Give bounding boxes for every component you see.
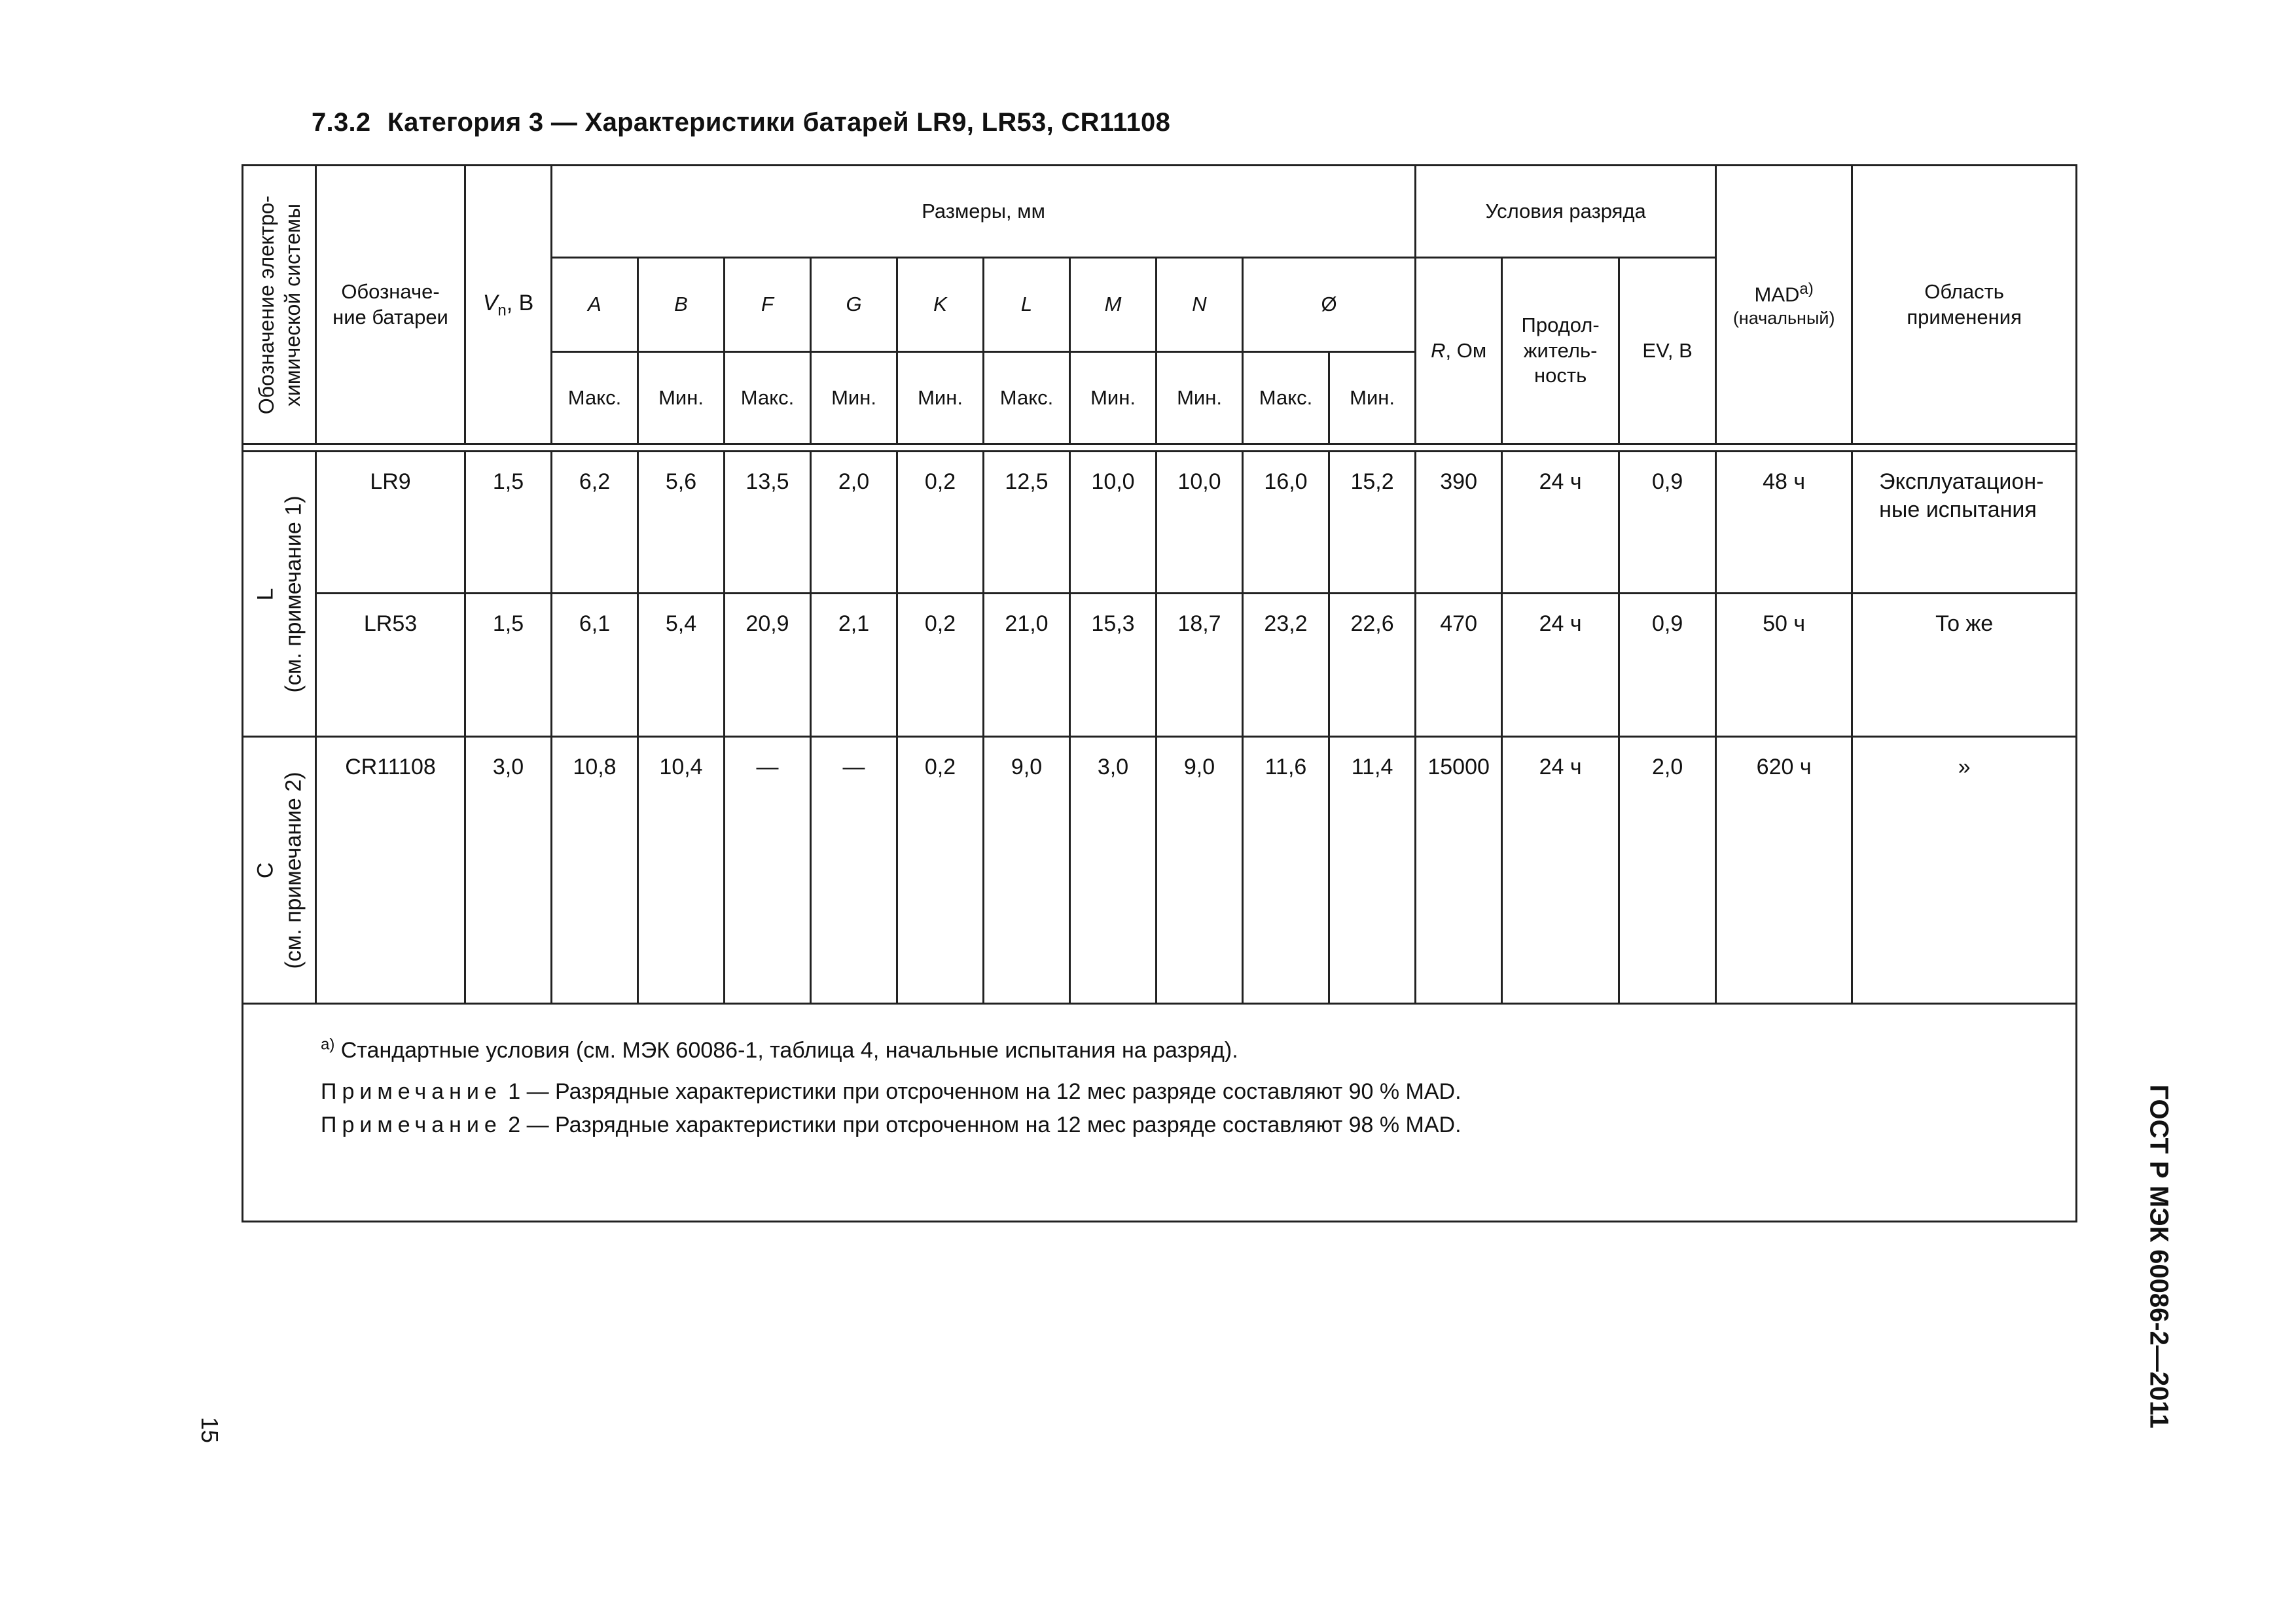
cell-b-min: 5,4 bbox=[638, 594, 725, 737]
dim-g: G bbox=[811, 258, 897, 352]
section-title: Категория 3 — Характеристики батарей LR9, LR53, CR11108 bbox=[387, 108, 1171, 137]
dim-l: L bbox=[984, 258, 1070, 352]
cell-r: 390 bbox=[1416, 452, 1502, 594]
notes-cell bbox=[243, 1004, 2077, 1222]
cell-battery: LR9 bbox=[316, 452, 465, 594]
cell-application bbox=[1852, 594, 2077, 737]
header-separator bbox=[243, 444, 2077, 452]
header-battery bbox=[316, 166, 465, 444]
cell-f-max: 13,5 bbox=[725, 452, 811, 594]
footnote-mark: a) bbox=[321, 1035, 335, 1054]
header-battery-line2: ние батареи bbox=[332, 305, 448, 329]
header-voltage bbox=[465, 166, 552, 444]
header-voltage-sub: n bbox=[497, 301, 507, 319]
cell-n-min: 9,0 bbox=[1157, 737, 1243, 1004]
cell-r: 470 bbox=[1416, 594, 1502, 737]
cell-mad: 48 ч bbox=[1716, 452, 1852, 594]
header-system bbox=[243, 166, 316, 444]
document-id-text: ГОСТ Р МЭК 60086-2—2011 bbox=[2144, 1084, 2174, 1429]
cell-application-line2: ные испытания bbox=[1879, 497, 2037, 522]
table-row bbox=[243, 594, 2077, 737]
note-1-text: 1 — Разрядные характеристики при отсроченном на 12 мес разряде составляют 90 % MAD. bbox=[501, 1079, 1462, 1104]
cell-ev: 0,9 bbox=[1619, 452, 1716, 594]
cell-b-min: 10,4 bbox=[638, 737, 725, 1004]
limit-d-max: Макс. bbox=[1243, 352, 1329, 444]
note-2-text: 2 — Разрядные характеристики при отсроченном на 12 мес разряде составляют 98 % MAD. bbox=[501, 1112, 1462, 1137]
header-system-line1: Обозначение электро- bbox=[254, 195, 278, 414]
header-r-unit: , Ом bbox=[1445, 338, 1487, 362]
cell-k-min: 0,2 bbox=[897, 594, 984, 737]
header-application-line1: Область bbox=[1924, 279, 2004, 303]
cell-voltage: 3,0 bbox=[465, 737, 552, 1004]
dim-diameter: Ø bbox=[1243, 258, 1416, 352]
header-system-line2: химической системы bbox=[280, 203, 304, 406]
header-voltage-unit: , В bbox=[506, 290, 534, 315]
cell-d-max: 23,2 bbox=[1243, 594, 1329, 737]
header-mad bbox=[1716, 166, 1852, 444]
cell-ev: 0,9 bbox=[1619, 594, 1716, 737]
cell-m-min: 10,0 bbox=[1070, 452, 1157, 594]
header-duration-line2: житель- bbox=[1523, 338, 1598, 362]
header-application bbox=[1852, 166, 2077, 444]
header-application-line2: применения bbox=[1907, 305, 2022, 329]
cell-mad: 620 ч bbox=[1716, 737, 1852, 1004]
dim-m: M bbox=[1070, 258, 1157, 352]
note-2 bbox=[321, 1112, 2075, 1139]
cell-k-min: 0,2 bbox=[897, 452, 984, 594]
dim-n: N bbox=[1157, 258, 1243, 352]
cell-voltage: 1,5 bbox=[465, 452, 552, 594]
cell-voltage: 1,5 bbox=[465, 594, 552, 737]
cell-ev: 2,0 bbox=[1619, 737, 1716, 1004]
cell-k-min: 0,2 bbox=[897, 737, 984, 1004]
header-voltage-symbol: V bbox=[482, 290, 498, 315]
limit-b: Мин. bbox=[638, 352, 725, 444]
group-c bbox=[243, 737, 316, 1004]
cell-duration: 24 ч bbox=[1502, 452, 1619, 594]
limit-k: Мин. bbox=[897, 352, 984, 444]
dim-a: A bbox=[552, 258, 638, 352]
cell-g-min: — bbox=[811, 737, 897, 1004]
dim-b: B bbox=[638, 258, 725, 352]
cell-l-max: 12,5 bbox=[984, 452, 1070, 594]
cell-f-max: — bbox=[725, 737, 811, 1004]
cell-d-max: 11,6 bbox=[1243, 737, 1329, 1004]
battery-spec-table bbox=[242, 164, 2077, 1222]
table-row bbox=[243, 452, 2077, 594]
note-1 bbox=[321, 1079, 2075, 1105]
dim-f: F bbox=[725, 258, 811, 352]
group-c-line1: C bbox=[253, 862, 278, 878]
cell-f-max: 20,9 bbox=[725, 594, 811, 737]
header-row-1 bbox=[243, 166, 2077, 258]
group-l bbox=[243, 452, 316, 737]
header-duration-line3: ность bbox=[1534, 364, 1587, 387]
limit-f: Макс. bbox=[725, 352, 811, 444]
footnote-text: Стандартные условия (см. МЭК 60086-1, таблица 4, начальные испытания на разряд). bbox=[340, 1038, 1238, 1063]
header-dimensions: Размеры, мм bbox=[552, 166, 1416, 258]
header-resistance bbox=[1416, 258, 1502, 444]
note-2-label: Примечание bbox=[321, 1112, 502, 1137]
cell-application bbox=[1852, 452, 2077, 594]
cell-d-max: 16,0 bbox=[1243, 452, 1329, 594]
page-number bbox=[196, 1410, 223, 1450]
table-row bbox=[243, 737, 2077, 1004]
limit-g: Мин. bbox=[811, 352, 897, 444]
header-battery-line1: Обозначе- bbox=[341, 279, 440, 303]
group-l-line1: L bbox=[253, 588, 278, 600]
page-number-text: 15 bbox=[196, 1416, 223, 1444]
header-mad-note: (начальный) bbox=[1732, 308, 1835, 329]
section-heading bbox=[312, 108, 1170, 137]
section-number: 7.3.2 bbox=[312, 108, 371, 137]
header-r-symbol: R bbox=[1431, 338, 1446, 362]
cell-a-max: 6,2 bbox=[552, 452, 638, 594]
cell-l-max: 9,0 bbox=[984, 737, 1070, 1004]
separator-cell bbox=[243, 444, 2077, 452]
cell-d-min: 22,6 bbox=[1329, 594, 1416, 737]
cell-d-min: 11,4 bbox=[1329, 737, 1416, 1004]
header-discharge: Условия разряда bbox=[1416, 166, 1716, 258]
header-duration bbox=[1502, 258, 1619, 444]
group-c-line2: (см. примечание 2) bbox=[280, 771, 306, 969]
cell-r: 15000 bbox=[1416, 737, 1502, 1004]
cell-d-min: 15,2 bbox=[1329, 452, 1416, 594]
cell-battery: LR53 bbox=[316, 594, 465, 737]
cell-m-min: 3,0 bbox=[1070, 737, 1157, 1004]
cell-l-max: 21,0 bbox=[984, 594, 1070, 737]
document-id bbox=[2145, 1073, 2172, 1440]
cell-m-min: 15,3 bbox=[1070, 594, 1157, 737]
dim-k: K bbox=[897, 258, 984, 352]
cell-application-line1: То же bbox=[1935, 611, 1994, 636]
cell-a-max: 10,8 bbox=[552, 737, 638, 1004]
cell-application bbox=[1852, 737, 2077, 1004]
cell-g-min: 2,0 bbox=[811, 452, 897, 594]
cell-n-min: 18,7 bbox=[1157, 594, 1243, 737]
cell-mad: 50 ч bbox=[1716, 594, 1852, 737]
cell-application-line1: Эксплуатацион- bbox=[1879, 469, 2044, 494]
limit-a: Макс. bbox=[552, 352, 638, 444]
limit-m: Мин. bbox=[1070, 352, 1157, 444]
header-duration-line1: Продол- bbox=[1521, 313, 1600, 336]
cell-application-line1: » bbox=[1958, 755, 1971, 779]
header-mad-label: MAD bbox=[1754, 283, 1800, 306]
group-l-line2: (см. примечание 1) bbox=[280, 495, 306, 693]
limit-n: Мин. bbox=[1157, 352, 1243, 444]
cell-battery: CR11108 bbox=[316, 737, 465, 1004]
note-1-label: Примечание bbox=[321, 1079, 502, 1104]
cell-duration: 24 ч bbox=[1502, 594, 1619, 737]
cell-n-min: 10,0 bbox=[1157, 452, 1243, 594]
notes-row bbox=[243, 1004, 2077, 1222]
cell-duration: 24 ч bbox=[1502, 737, 1619, 1004]
header-mad-sup: a) bbox=[1799, 280, 1814, 298]
cell-g-min: 2,1 bbox=[811, 594, 897, 737]
footnote bbox=[321, 1037, 2075, 1064]
cell-b-min: 5,6 bbox=[638, 452, 725, 594]
limit-l: Макс. bbox=[984, 352, 1070, 444]
cell-a-max: 6,1 bbox=[552, 594, 638, 737]
limit-d-min: Мин. bbox=[1329, 352, 1416, 444]
header-ev: EV, В bbox=[1619, 258, 1716, 444]
